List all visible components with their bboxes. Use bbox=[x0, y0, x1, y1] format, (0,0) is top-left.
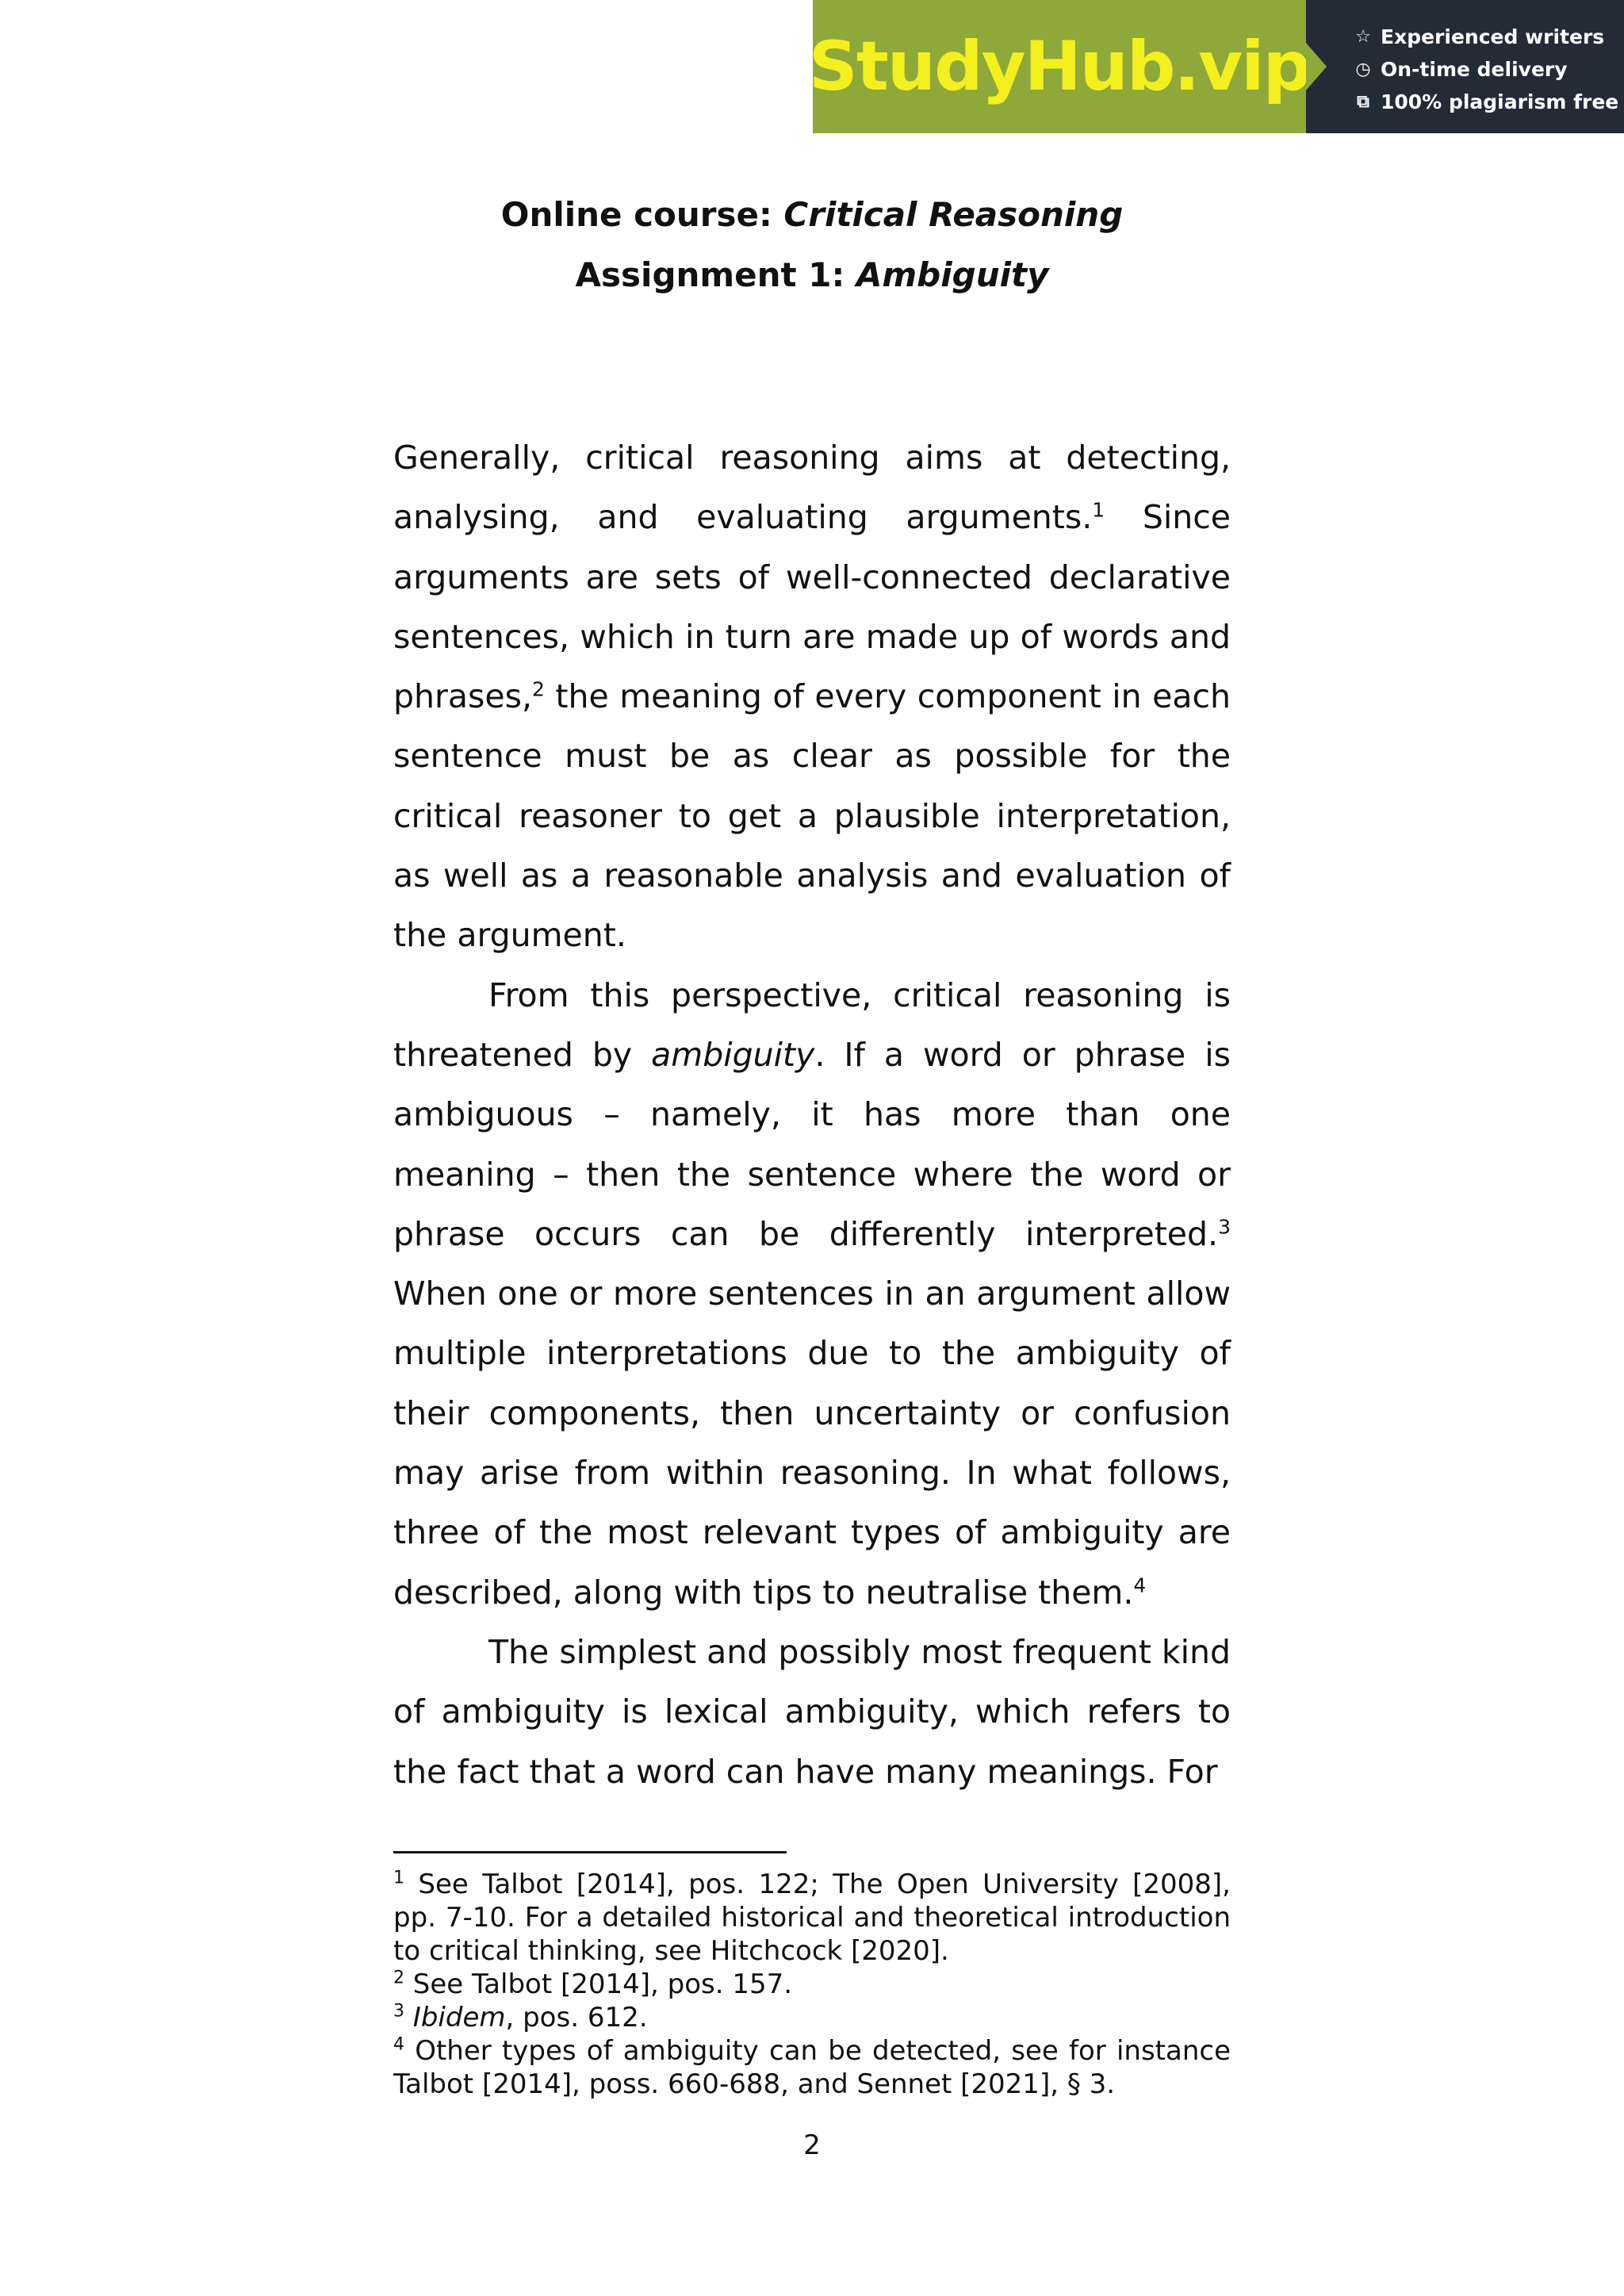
footnote-separator bbox=[393, 1851, 787, 1853]
footnote-3: $^3$ Ibidem, pos. 612. bbox=[393, 2001, 648, 2033]
course-title: Online course: Critical Reasoning bbox=[500, 195, 1124, 234]
footnote-4: $^4$ Other types of ambiguity can be detected, see for instance Talbot [2014], poss. 660-688, and Sennet [2021], § 3. bbox=[393, 2034, 1231, 2100]
paragraph-1: Generally, critical reasoning aims at detecting, analysing, and evaluating arguments.$^1$ Since arguments are sets of well-connected declarative sentences, which in turn are made up of words and phrases,$^2$ the meaning of every component in each sentence must be as clear as possible for the critical reasoner to get a plausible interpretation, as well as a reasonable analysis and evaluation of the argument. bbox=[393, 439, 1231, 955]
feature-label: On-time delivery bbox=[1381, 58, 1568, 81]
banner-features bbox=[1306, 0, 1624, 133]
footnotes bbox=[393, 1868, 1231, 2101]
feature-label: 100% plagiarism free bbox=[1381, 90, 1619, 113]
assignment-title: Assignment 1: Ambiguity bbox=[575, 255, 1049, 294]
footnote-ref-2[interactable]: 2 bbox=[531, 677, 545, 701]
paragraph-3: The simplest and possibly most frequent kind of ambiguity is lexical ambiguity, which refers to the fact that a word can have many meanings. For bbox=[393, 1632, 1231, 1791]
studyhub-banner[interactable] bbox=[808, 0, 1624, 133]
feature-experienced-writers bbox=[1354, 21, 1624, 53]
paragraph-2: From this perspective, critical reasoning is threatened by ambiguity. If a word or phrase is ambiguous – namely, it has more than one meaning – then the sentence where the word or phrase occurs can be differently interpreted.$^3$ When one or more sentences in an argument allow multiple interpretations due to the ambiguity of their components, then uncertainty or confusion may arise from within reasoning. In what follows, three of the most relevant types of ambiguity are described, along with tips to neutralise them.$^4$ bbox=[393, 976, 1231, 1612]
footnote-ref-1[interactable]: 1 bbox=[1092, 498, 1105, 522]
clock-icon: ◷ bbox=[1355, 59, 1371, 79]
star-icon: ☆ bbox=[1355, 27, 1371, 47]
body-text bbox=[393, 428, 1231, 1802]
logo-text: StudyHub.vip bbox=[808, 27, 1311, 106]
footnote-2: $^2$ See Talbot [2014], pos. 157. bbox=[393, 1968, 793, 2000]
feature-on-time-delivery bbox=[1354, 53, 1624, 86]
page-number: 2 bbox=[803, 2129, 821, 2161]
footnote-1: $^1$ See Talbot [2014], pos. 122; The Open University [2008], pp. 7-10. For a detailed historical and theoretical introduction to critical thinking, see Hitchcock [2020]. bbox=[393, 1868, 1231, 1967]
feature-label: Experienced writers bbox=[1381, 25, 1605, 48]
feature-plagiarism-free bbox=[1354, 86, 1624, 118]
footnote-ref-3[interactable]: 3 bbox=[1218, 1215, 1231, 1239]
studyhub-logo[interactable] bbox=[808, 0, 1311, 133]
banner-notch bbox=[1306, 43, 1327, 90]
footnote-ref-4[interactable]: 4 bbox=[1133, 1573, 1147, 1596]
copy-icon: ⧉ bbox=[1357, 92, 1369, 112]
